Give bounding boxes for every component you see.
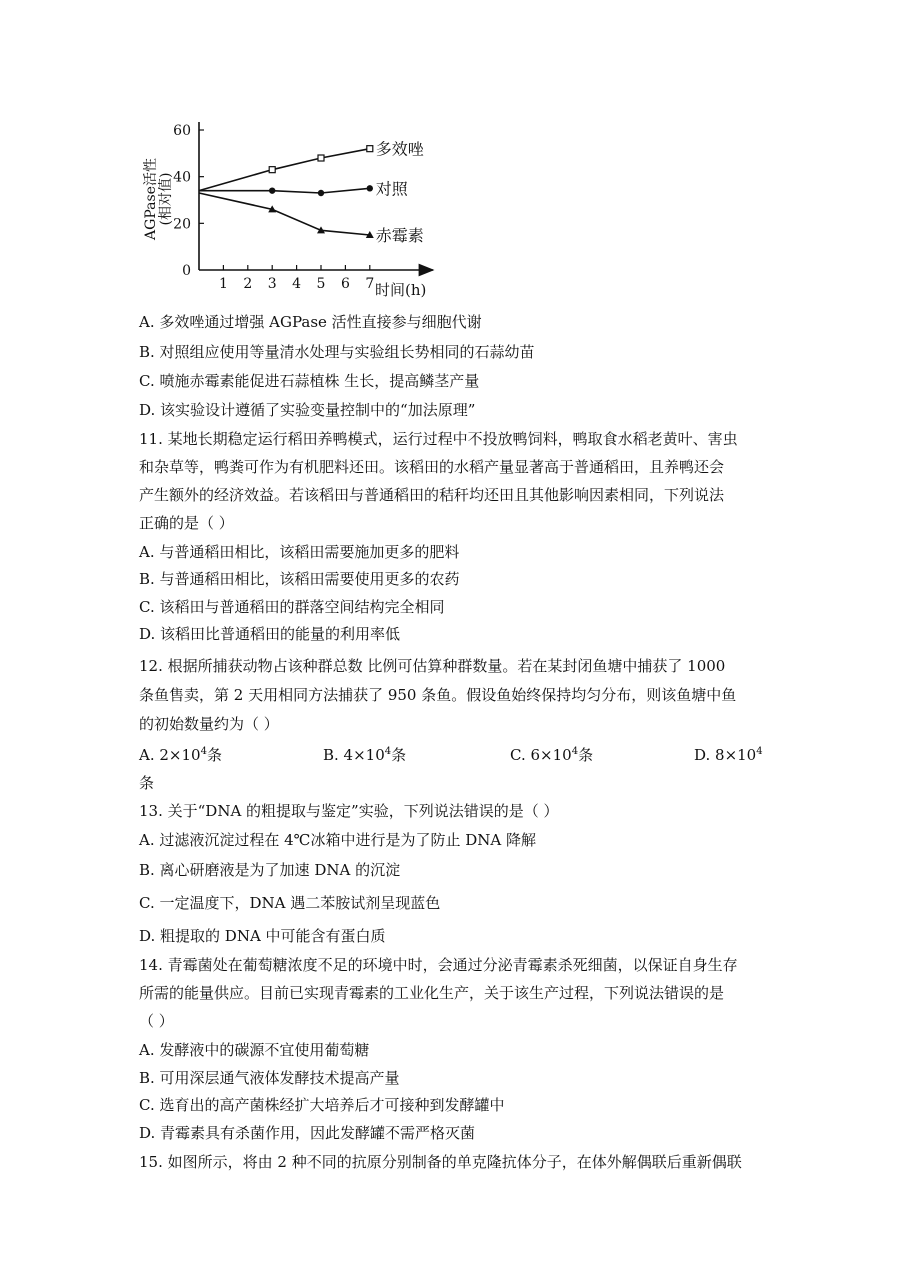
q12-stem-line3: 的初始数量约为（ ） bbox=[139, 715, 279, 733]
q11-option-d: D. 该稻田比普通稻田的能量的利用率低 bbox=[139, 625, 401, 643]
x-tick-label: 3 bbox=[267, 276, 277, 292]
q11-stem-line3: 产生额外的经济效益。若该稻田与普通稻田的秸秆均还田且其他影响因素相同，下列说法 bbox=[139, 486, 725, 504]
q14-option-d: D. 青霉素具有杀菌作用，因此发酵罐不需严格灭菌 bbox=[139, 1124, 476, 1142]
q14-stem-line2: 所需的能量供应。目前已实现青霉素的工业化生产，关于该生产过程，下列说法错误的是 bbox=[139, 984, 725, 1002]
q12-stem-line2: 条鱼售卖，第 2 天用相同方法捕获了 950 条鱼。假设鱼始终保持均匀分布，则该鱼塘中鱼 bbox=[139, 686, 737, 704]
y-axis-label-line1: AGPase活性 bbox=[143, 158, 159, 240]
y-tick-label: 20 bbox=[173, 216, 191, 233]
series-label: 赤霉素 bbox=[375, 226, 424, 245]
q11-option-a: A. 与普通稻田相比，该稻田需要施加更多的肥料 bbox=[139, 543, 460, 561]
data-point bbox=[318, 190, 324, 196]
q12-option-b: B. $4\times 10^4$条 bbox=[323, 746, 407, 764]
agpase-chart bbox=[130, 112, 450, 307]
q12-option-c: C. $6\times 10^4$条 bbox=[510, 746, 594, 764]
q12-option-a: A. $2\times 10^4$条 bbox=[139, 746, 222, 764]
series-line bbox=[199, 149, 370, 191]
q14-stem-line3: （ ） bbox=[139, 1012, 174, 1030]
data-point bbox=[269, 187, 275, 193]
data-point bbox=[367, 146, 373, 152]
x-tick-label: 4 bbox=[292, 276, 302, 292]
q14-stem-line1: 14. 青霉菌处在葡萄糖浓度不足的环境中时，会通过分泌青霉素杀死细菌，以保证自身生存 bbox=[139, 956, 738, 974]
q11-option-b: B. 与普通稻田相比，该稻田需要使用更多的农药 bbox=[139, 570, 460, 588]
x-tick-label: 1 bbox=[218, 276, 228, 292]
y-tick-label: 40 bbox=[173, 169, 191, 186]
x-tick-label: 5 bbox=[316, 276, 326, 292]
q15-stem-line1: 15. 如图所示，将由 2 种不同的抗原分别制备的单克隆抗体分子，在体外解偶联后重新偶联 bbox=[139, 1153, 742, 1171]
data-point bbox=[269, 167, 275, 173]
q12-stem-line1: 12. 根据所捕获动物占该种群总数 比例可估算种群数量。若在某封闭鱼塘中捕获了 1000 bbox=[139, 657, 726, 675]
q13-option-a: A. 过滤液沉淀过程在 4℃冰箱中进行是为了防止 DNA 降解 bbox=[139, 831, 536, 849]
q11-stem-line1: 11. 某地长期稳定运行稻田养鸭模式，运行过程中不投放鸭饲料，鸭取食水稻老黄叶、害虫 bbox=[139, 430, 738, 448]
q11-stem-line2: 和杂草等，鸭粪可作为有机肥料还田。该稻田的水稻产量显著高于普通稻田，且养鸭还会 bbox=[139, 458, 725, 476]
y-tick-label: 0 bbox=[182, 263, 191, 279]
chart-svg bbox=[130, 112, 450, 307]
series-group bbox=[199, 140, 425, 245]
q13-stem: 13. 关于“DNA 的粗提取与鉴定”实验，下列说法错误的是（ ） bbox=[139, 802, 559, 820]
x-tick-label: 2 bbox=[243, 276, 253, 292]
x-tick-label: 6 bbox=[340, 276, 350, 292]
q11-option-c: C. 该稻田与普通稻田的群落空间结构完全相同 bbox=[139, 598, 445, 616]
x-axis-label: 时间(h) bbox=[375, 281, 427, 299]
series-line bbox=[199, 188, 370, 193]
q10-option-c: C. 喷施赤霉素能促进石蒜植株 生长，提高鳞茎产量 bbox=[139, 372, 480, 390]
q10-option-d: D. 该实验设计遵循了实验变量控制中的“加法原理” bbox=[139, 401, 476, 419]
q12-option-d: D. $8\times 10^4$ bbox=[694, 746, 763, 764]
series-label: 多效唑 bbox=[375, 139, 424, 159]
series-line bbox=[199, 193, 370, 235]
x-tick-label: 7 bbox=[365, 276, 375, 292]
q10-option-a: A. 多效唑通过增强 AGPase 活性直接参与细胞代谢 bbox=[139, 313, 482, 331]
q12-option-d-unit: 条 bbox=[139, 774, 155, 792]
q14-option-b: B. 可用深层通气液体发酵技术提高产量 bbox=[139, 1069, 400, 1087]
data-point bbox=[367, 185, 373, 191]
y-axis-label-line2: (相对值) bbox=[158, 172, 174, 226]
q14-option-a: A. 发酵液中的碳源不宜使用葡萄糖 bbox=[139, 1041, 370, 1059]
q13-option-b: B. 离心研磨液是为了加速 DNA 的沉淀 bbox=[139, 861, 401, 879]
q13-option-d: D. 粗提取的 DNA 中可能含有蛋白质 bbox=[139, 927, 386, 945]
data-point bbox=[318, 155, 324, 161]
series-label: 对照 bbox=[375, 179, 408, 199]
q13-option-c: C. 一定温度下，DNA 遇二苯胺试剂呈现蓝色 bbox=[139, 894, 441, 912]
q14-option-c: C. 选育出的高产菌株经扩大培养后才可接种到发酵罐中 bbox=[139, 1096, 505, 1114]
x-tick-group bbox=[219, 265, 374, 292]
q11-stem-line4: 正确的是（ ） bbox=[139, 514, 234, 532]
y-axis-label bbox=[142, 158, 174, 241]
q10-option-b: B. 对照组应使用等量清水处理与实验组长势相同的石蒜幼苗 bbox=[139, 343, 535, 361]
y-tick-label: 60 bbox=[173, 123, 191, 139]
